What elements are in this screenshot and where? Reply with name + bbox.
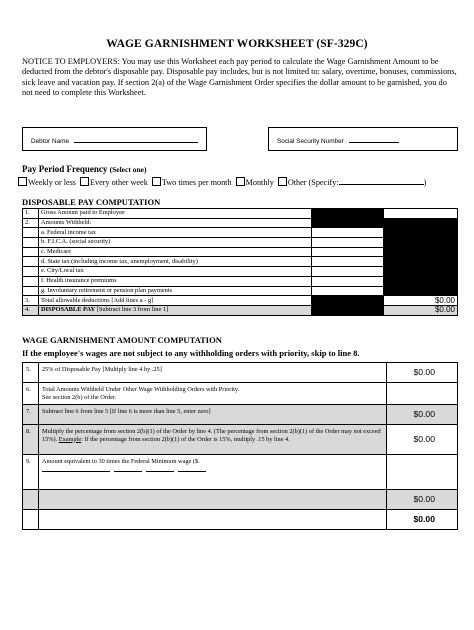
wga-heading: WAGE GARNISHMENT AMOUNT COMPUTATION (22, 335, 222, 345)
line6-text-2: See section 2(b) of the Order. (41, 393, 117, 401)
value-cell (312, 218, 384, 228)
row-number (23, 228, 39, 238)
row-number (23, 257, 39, 267)
table-row (23, 209, 458, 219)
row-label: c. Medicare (38, 247, 312, 257)
line8-text: Multiply the percentage from section 2(b)(1) of the Order by line 4. (The percentage from section 2(b)(1) of the Order may not exceed 15%). (41, 428, 381, 443)
ssn-label: Social Security Number (277, 138, 344, 145)
table-row (23, 218, 458, 228)
garnishment-total-value: $0.00 (387, 510, 458, 530)
row-label: f. Health insurance premiums (38, 276, 312, 286)
line5-value: $0.00 (387, 363, 458, 383)
row-number (23, 247, 39, 257)
line10-value: $0.00 (387, 490, 458, 510)
line9-value[interactable] (387, 455, 458, 490)
pay-period-options (18, 177, 458, 187)
table-row (23, 363, 458, 383)
value-cell[interactable] (312, 257, 384, 267)
table-row (23, 296, 458, 306)
value-cell[interactable] (312, 286, 384, 296)
row-description (38, 455, 386, 490)
option-other-label: Other (Specify: (287, 178, 339, 187)
table-row (23, 276, 458, 286)
row-number (23, 510, 39, 530)
row-label: Amounts Withheld: (38, 218, 312, 228)
value-cell[interactable] (312, 238, 384, 248)
option-two-times-per-month[interactable] (152, 178, 232, 187)
table-row (23, 228, 458, 238)
row-number: 3. (23, 296, 39, 306)
row-number: 9. (23, 455, 39, 490)
other-close-paren: ) (423, 178, 427, 187)
row-label: Total allowable deductions [Add lines a - g] (38, 296, 312, 306)
blank-cell (384, 209, 458, 219)
blank-cell (312, 296, 384, 306)
other-specify-field[interactable] (339, 178, 424, 185)
table-row (23, 510, 458, 530)
row-label (38, 305, 312, 315)
value-cell[interactable] (312, 209, 384, 219)
row-label: b. F.I.C.A. (social security) (38, 238, 312, 248)
line8-value: $0.00 (387, 425, 458, 455)
pay-period-subtitle: (Select one) (109, 165, 147, 174)
row-number: 2. (23, 218, 39, 228)
option-other[interactable] (278, 178, 426, 187)
value-cell[interactable] (312, 276, 384, 286)
pay-period-heading (22, 164, 146, 174)
row-number (23, 238, 39, 248)
row-description (38, 383, 386, 405)
checkbox-other[interactable] (278, 177, 287, 186)
checkbox-every-other-week[interactable] (80, 177, 89, 186)
blank-cell (384, 267, 458, 277)
line6-value[interactable] (387, 383, 458, 405)
table-row (23, 405, 458, 425)
blank-cell (384, 276, 458, 286)
disposable-pay-table (22, 208, 458, 316)
row-number: 8. (23, 425, 39, 455)
line9-blank-3[interactable] (146, 466, 174, 472)
option-every-other-week-label: Every other week (90, 178, 148, 187)
blank-cell (312, 305, 384, 315)
blank-cell (384, 218, 458, 228)
table-row (23, 257, 458, 267)
table-row (23, 425, 458, 455)
pay-period-title: Pay Period Frequency (22, 164, 108, 174)
row-number: 4. (23, 305, 39, 315)
blank-cell (384, 257, 458, 267)
notice-paragraph: NOTICE TO EMPLOYERS: You may use this Worksheet each pay period to calculate the Wage Garnishment Amount to be deducted from the debtor's disposable pay. Disposable pay includes, but is not limited to: salary, overtime, bonuses, commissions, sick leave and vacation pay. If section 2(a) of the Wage Garnishment Order specifies the dollar amount to be garnished, you do not need to complete this Worksheet. (22, 57, 457, 98)
table-row (23, 490, 458, 510)
row-label: Gross Amount paid to Employee (38, 209, 312, 219)
row-number (23, 286, 39, 296)
table-row (23, 267, 458, 277)
checkbox-monthly[interactable] (236, 177, 245, 186)
table-row (23, 305, 458, 315)
value-cell[interactable] (312, 247, 384, 257)
disposable-pay-bold-label: DISPOSABLE PAY (40, 306, 96, 314)
row-description: Subtract line 6 from line 5 [If line 6 is more than line 5, enter zero] (38, 405, 386, 425)
option-weekly[interactable] (18, 178, 76, 187)
blank-cell (384, 228, 458, 238)
ssn-field[interactable] (349, 136, 399, 143)
table-row (23, 247, 458, 257)
option-two-times-label: Two times per month (161, 178, 232, 187)
row-description (38, 425, 386, 455)
row-number: 1. (23, 209, 39, 219)
row-description (38, 510, 386, 530)
row-description (38, 490, 386, 510)
debtor-name-label: Debtor Name (31, 138, 70, 145)
row-number (23, 490, 39, 510)
row-description: 25% of Disposable Pay [Multiply line 4 by .25] (38, 363, 386, 383)
line9-text: Amount equivalent to 30 times the Federal Minimum wage ($. (41, 458, 200, 466)
line8-example-label: Example (58, 435, 82, 443)
row-number: 7. (23, 405, 39, 425)
line9-blank-2[interactable] (114, 466, 142, 472)
table-row (23, 383, 458, 405)
dpc-heading: DISPOSABLE PAY COMPUTATION (22, 197, 161, 207)
table-row (23, 455, 458, 490)
option-monthly[interactable] (236, 178, 274, 187)
line7-value: $0.00 (387, 405, 458, 425)
row-number: 6. (23, 383, 39, 405)
checkbox-two-times-per-month[interactable] (152, 177, 161, 186)
line9-blank-4[interactable] (178, 466, 206, 472)
row-label: g. Involuntary retirement or pension plan payments (38, 286, 312, 296)
line6-text: Total Amounts Withheld Under Other Wage Withholding Orders with Priority. (41, 386, 240, 393)
table-row (23, 238, 458, 248)
total-deductions-value: $0.00 (384, 296, 458, 306)
ssn-box[interactable] (268, 127, 458, 151)
garnishment-table (22, 362, 458, 530)
blank-cell (384, 238, 458, 248)
option-every-other-week[interactable] (80, 178, 148, 187)
line9-blank-1[interactable] (42, 466, 110, 472)
disposable-pay-value: $0.00 (384, 305, 458, 315)
blank-cell (384, 247, 458, 257)
value-cell[interactable] (312, 228, 384, 238)
debtor-name-box[interactable] (22, 127, 207, 151)
option-monthly-label: Monthly (245, 178, 274, 187)
option-weekly-label: Weekly or less (28, 178, 76, 187)
row-label: e. City/Local tax (38, 267, 312, 277)
debtor-name-field[interactable] (74, 136, 198, 143)
line8-text-after: : If the percentage from section 2(b)(1) of the Order is 15%, multiply .15 by line 4. (81, 435, 290, 443)
wga-subheading: If the employee's wages are not subject to any withholding orders with priority, skip to line 8. (22, 348, 360, 358)
row-number (23, 276, 39, 286)
checkbox-weekly[interactable] (18, 177, 27, 186)
row-number: 5. (23, 363, 39, 383)
row-label: d. State tax (including income tax, unemployment, disability) (38, 257, 312, 267)
row-label: a. Federal income tax (38, 228, 312, 238)
document-title: WAGE GARNISHMENT WORKSHEET (SF-329C) (106, 38, 368, 50)
table-row (23, 286, 458, 296)
blank-cell (384, 286, 458, 296)
row-number (23, 267, 39, 277)
value-cell[interactable] (312, 267, 384, 277)
disposable-pay-label-rest: [Subtract line 3 from line 1] (95, 306, 169, 314)
